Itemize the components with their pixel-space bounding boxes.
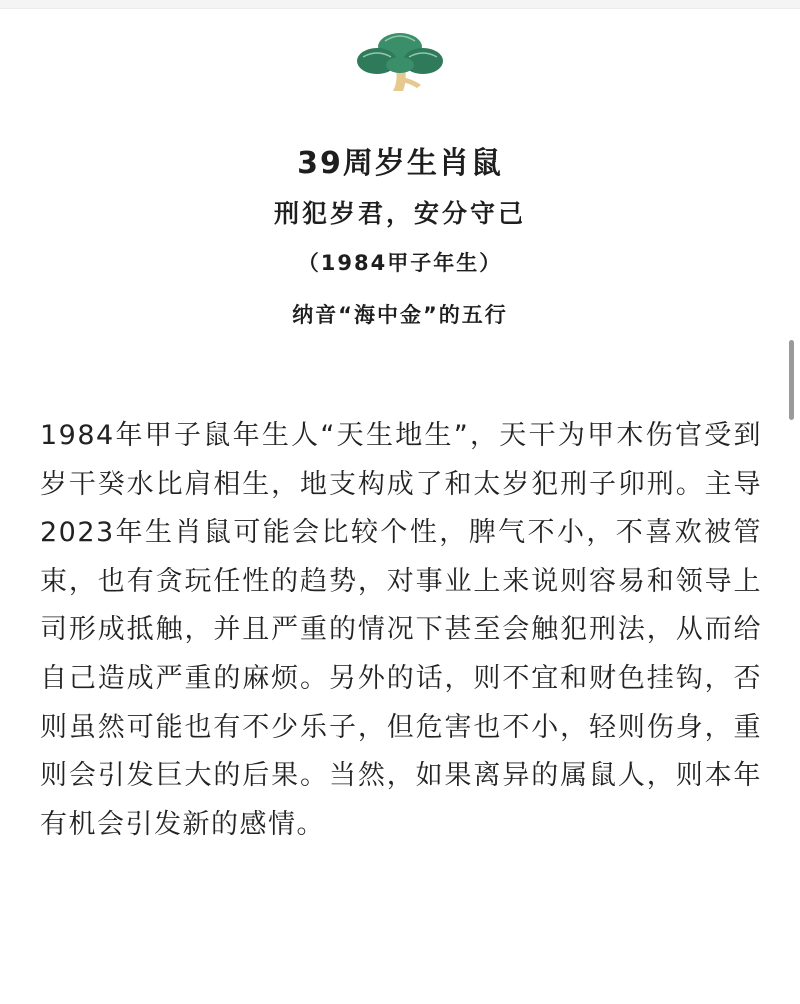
birth-year-label: （1984甲子年生） [297, 251, 503, 275]
article-paragraph: 1984年甲子鼠年生人“天生地生”，天干为甲木伤官受到岁干癸水比肩相生，地支构成了和太岁犯刑子卯刑。主导2023年生肖鼠可能会比较个性，脾气不小，不喜欢被管束，也有贪玩任性的趋势，对事业上来说则容易和领导上司形成抵触，并且严重的情况下甚至会触犯刑法，从而给自己造成严重的麻烦。另外的话，则不宜和财色挂钩，否则虽然可能也有不少乐子，但危害也不小，轻则伤身，重则会引发巨大的后果。当然，如果离异的属鼠人，则本年有机会引发新的感情。 [40, 420, 762, 840]
article-subtitle: 刑犯岁君，安分守己 [273, 199, 526, 228]
article-title: 39周岁生肖鼠 [297, 146, 503, 181]
top-bar [0, 0, 800, 9]
pine-tree-logo-icon [355, 25, 445, 95]
scrollbar-thumb[interactable] [789, 340, 794, 420]
nayin-label: 纳音“海中金”的五行 [292, 303, 508, 327]
article-header [0, 140, 800, 332]
